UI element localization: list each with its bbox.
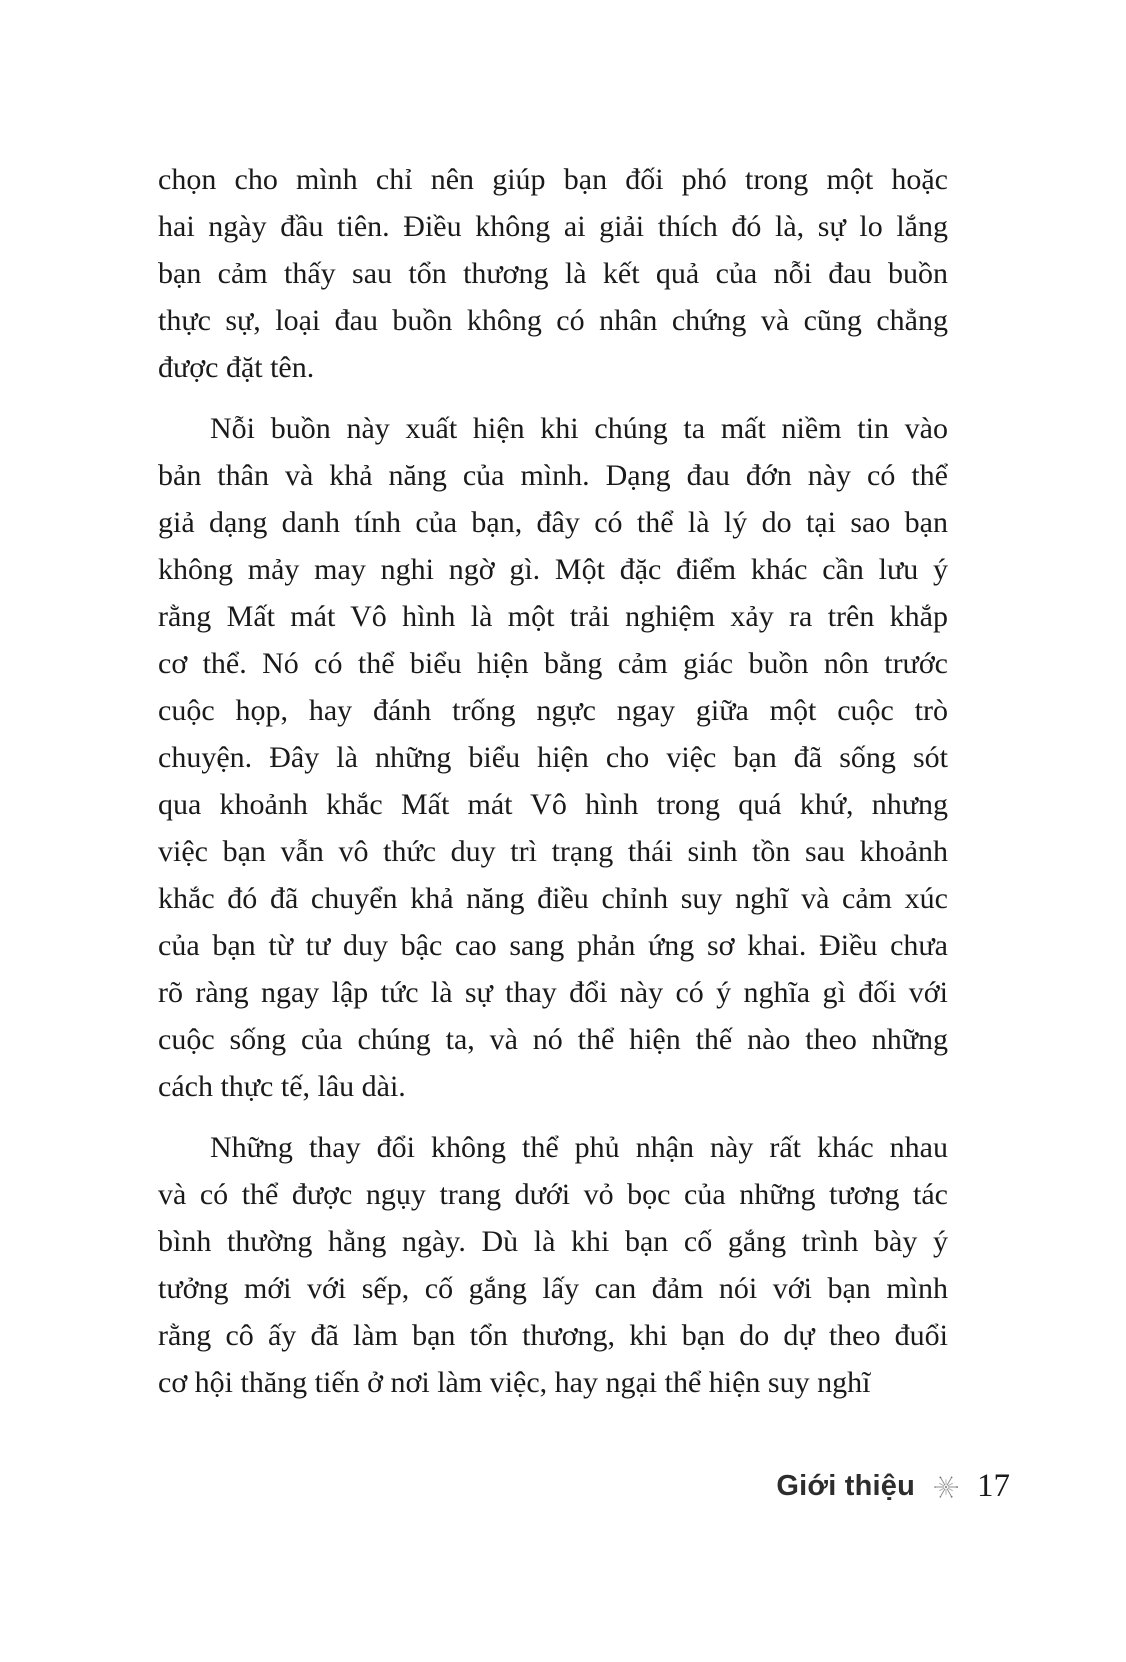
text-line: của bạn từ tư duy bậc cao sang phản ứng sơ khai. Điều chưa bbox=[158, 929, 948, 962]
text-line: và có thể được ngụy trang dưới vỏ bọc của những tương tác bbox=[158, 1178, 948, 1211]
paragraph bbox=[158, 1124, 948, 1406]
text-line: rằng cô ấy đã làm bạn tổn thương, khi bạn do dự theo đuổi bbox=[158, 1319, 948, 1352]
text-line: tưởng mới với sếp, cố gắng lấy can đảm nói với bạn mình bbox=[158, 1272, 948, 1305]
text-line: chuyện. Đây là những biểu hiện cho việc bạn đã sống sót bbox=[158, 741, 948, 774]
text-line: chọn cho mình chỉ nên giúp bạn đối phó trong một hoặc bbox=[158, 163, 948, 196]
paragraph bbox=[158, 405, 948, 1110]
text-line: cơ thể. Nó có thể biểu hiện bằng cảm giác buồn nôn trước bbox=[158, 647, 948, 680]
text-line: bản thân và khả năng của mình. Dạng đau đớn này có thể bbox=[158, 459, 948, 492]
text-line: rõ ràng ngay lập tức là sự thay đổi này có ý nghĩa gì đối với bbox=[158, 976, 948, 1009]
text-line: cuộc họp, hay đánh trống ngực ngay giữa một cuộc trò bbox=[158, 694, 948, 727]
text-line: hai ngày đầu tiên. Điều không ai giải thích đó là, sự lo lắng bbox=[158, 210, 948, 243]
text-line: được đặt tên. bbox=[158, 351, 315, 384]
text-line: Nỗi buồn này xuất hiện khi chúng ta mất niềm tin vào bbox=[210, 412, 948, 445]
text-line: bạn cảm thấy sau tổn thương là kết quả của nỗi đau buồn bbox=[158, 257, 948, 290]
text-line: không mảy may nghi ngờ gì. Một đặc điểm khác cần lưu ý bbox=[158, 553, 948, 586]
text-line: khắc đó đã chuyển khả năng điều chỉnh suy nghĩ và cảm xúc bbox=[158, 882, 948, 915]
text-line: cách thực tế, lâu dài. bbox=[158, 1070, 406, 1103]
text-line: việc bạn vẫn vô thức duy trì trạng thái sinh tồn sau khoảnh bbox=[158, 835, 948, 868]
text-line: giả dạng danh tính của bạn, đây có thể là lý do tại sao bạn bbox=[158, 506, 948, 539]
text-line: bình thường hằng ngày. Dù là khi bạn cố gắng trình bày ý bbox=[158, 1225, 948, 1258]
text-block bbox=[158, 156, 948, 1420]
text-line: thực sự, loại đau buồn không có nhân chứng và cũng chẳng bbox=[158, 304, 948, 337]
text-line: rằng Mất mát Vô hình là một trải nghiệm xảy ra trên khắp bbox=[158, 600, 948, 633]
paragraph bbox=[158, 156, 948, 391]
text-line: qua khoảnh khắc Mất mát Vô hình trong quá khứ, nhưng bbox=[158, 788, 948, 821]
starburst-icon bbox=[933, 1474, 959, 1500]
page-number: 17 bbox=[977, 1468, 1010, 1504]
page-footer bbox=[776, 1468, 1010, 1505]
footer-section-label: Giới thiệu bbox=[776, 1470, 915, 1502]
text-line: cơ hội thăng tiến ở nơi làm việc, hay ngại thể hiện suy nghĩ bbox=[158, 1366, 871, 1399]
text-line: Những thay đổi không thể phủ nhận này rất khác nhau bbox=[210, 1131, 948, 1164]
text-line: cuộc sống của chúng ta, và nó thể hiện thế nào theo những bbox=[158, 1023, 948, 1056]
